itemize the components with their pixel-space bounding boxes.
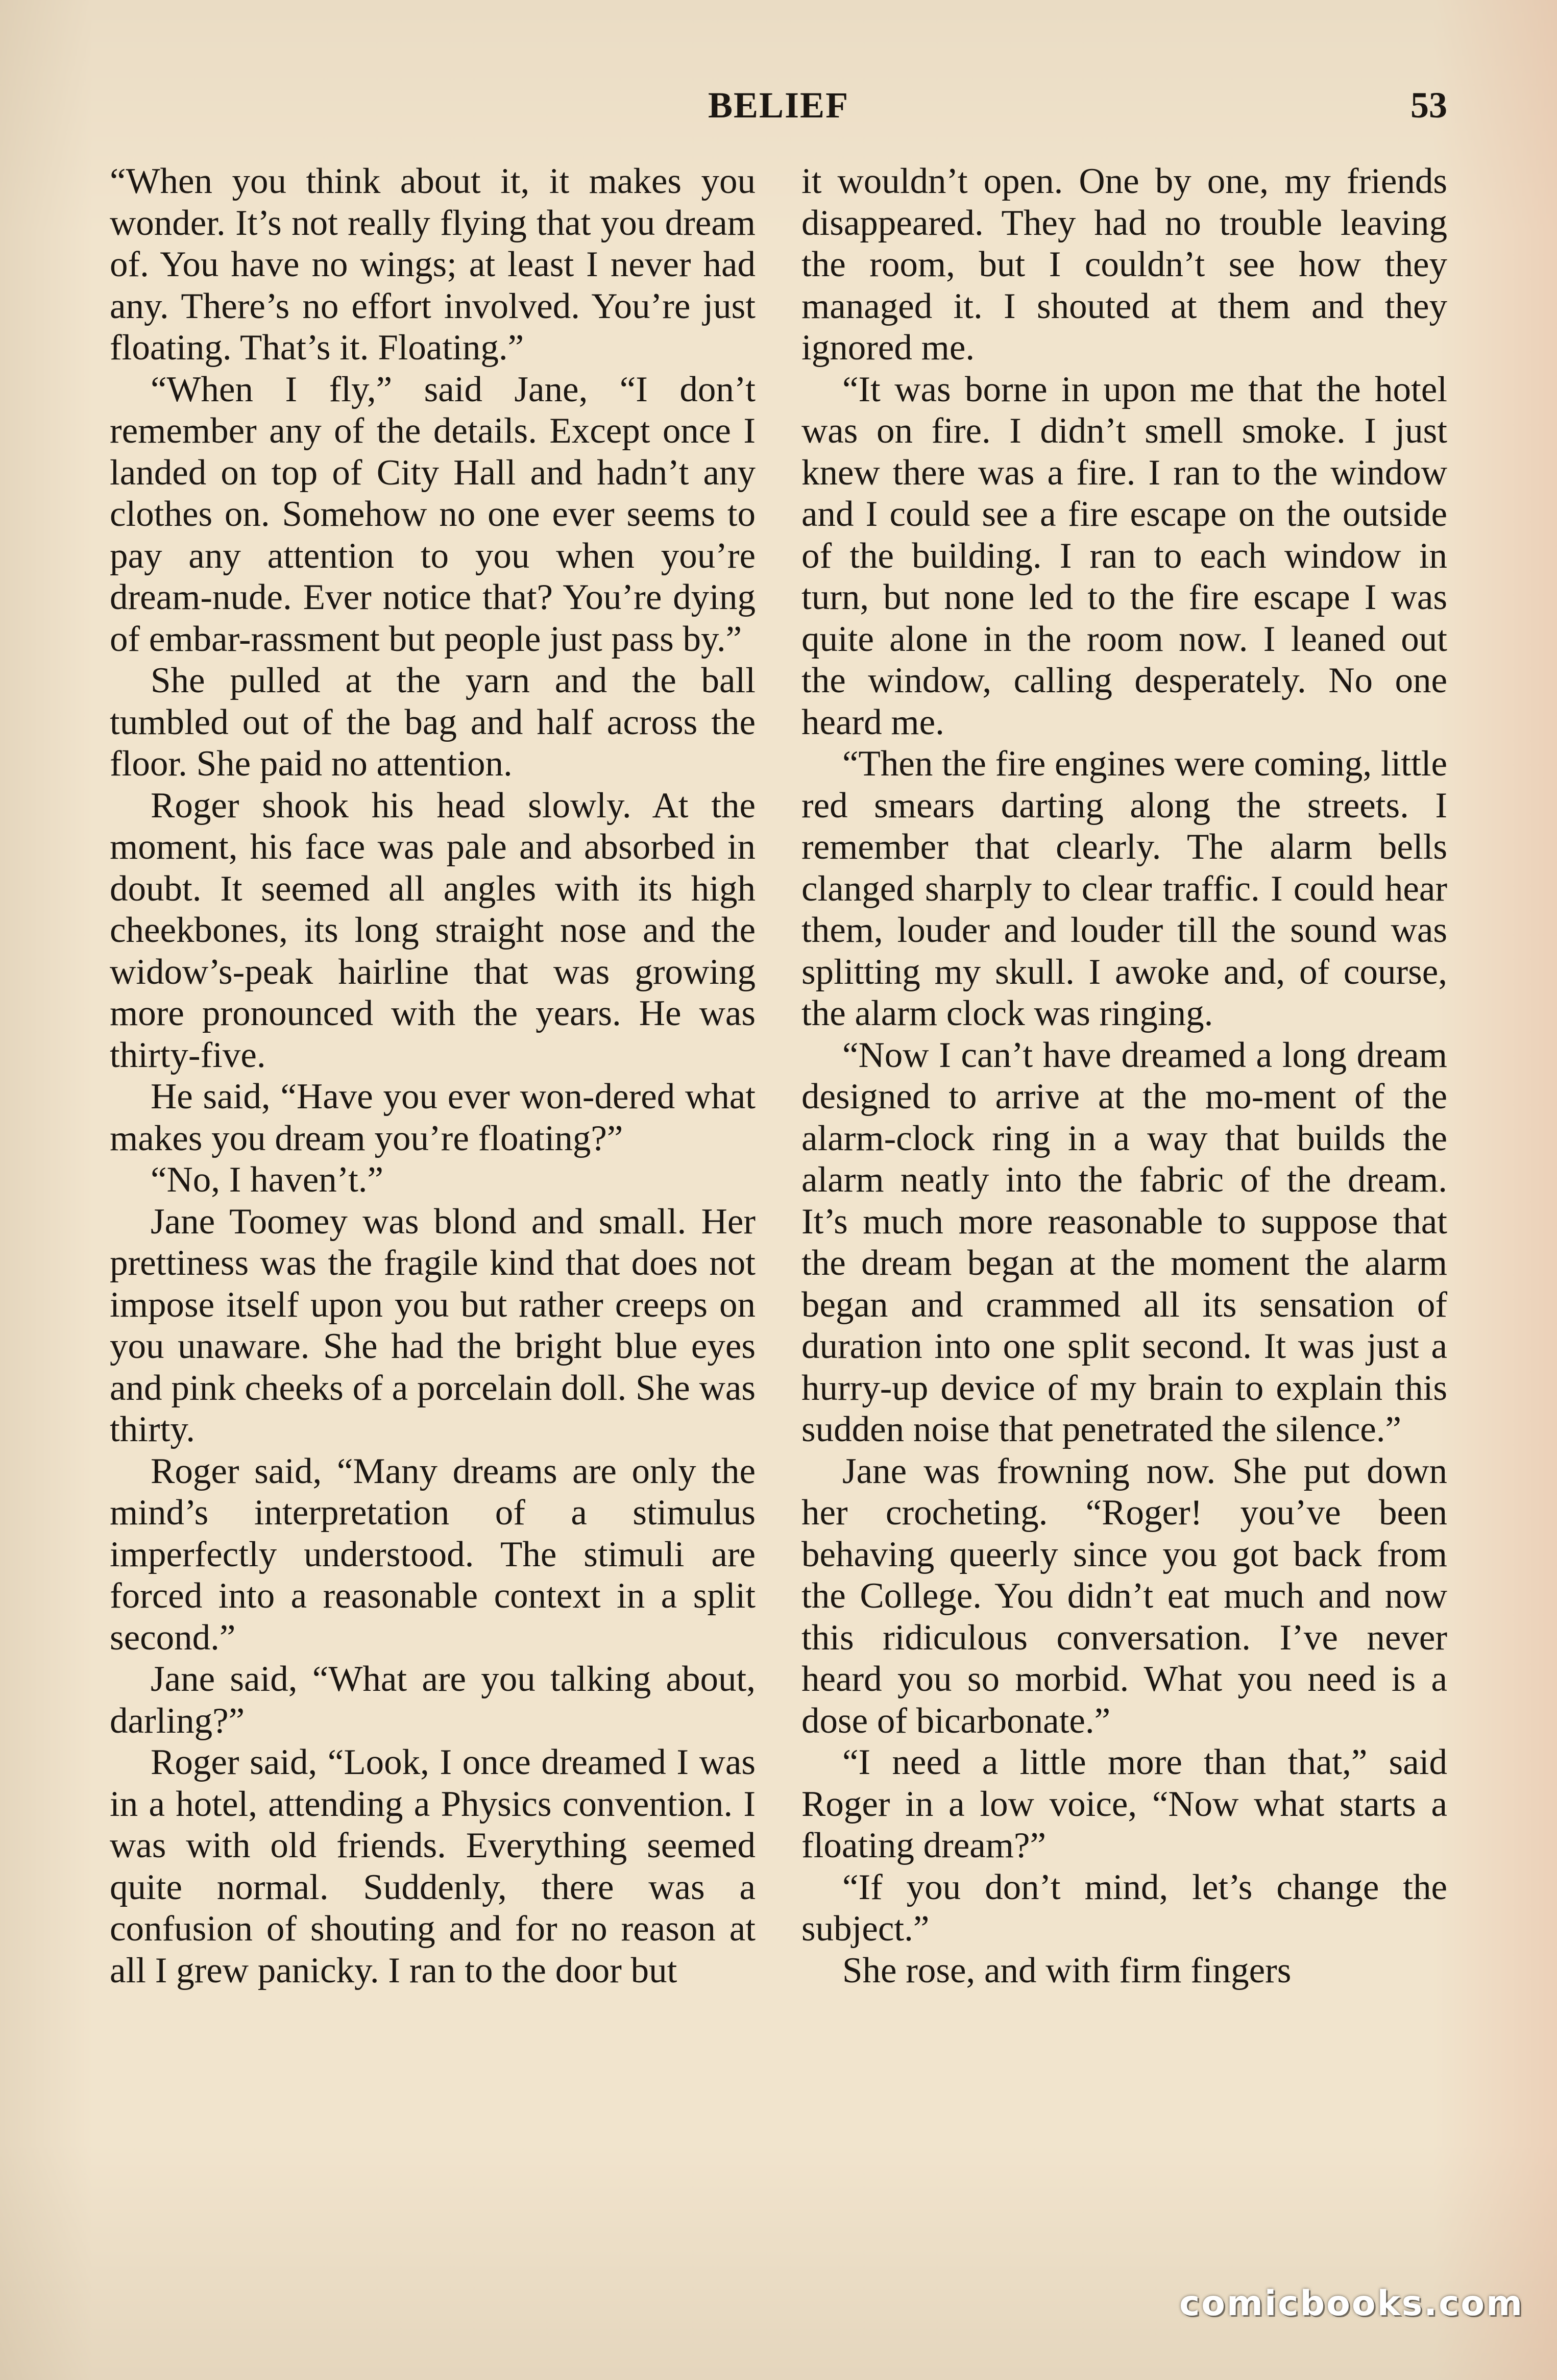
paragraph: He said, “Have you ever won-dered what makes you dream you’re floating?” bbox=[110, 1077, 756, 1158]
paragraph: Roger said, “Many dreams are only the mind’s interpretation of a stimulus imperfectly understood. The stimuli are forced into a reasonable context in a split second.” bbox=[110, 1451, 756, 1658]
paragraph: Jane Toomey was blond and small. Her prettiness was the fragile kind that does not impose itself upon you but rather creeps on you unaware. She had the bright blue eyes and pink cheeks of a porcelain doll. She was thirty. bbox=[110, 1201, 756, 1449]
page-number: 53 bbox=[1410, 85, 1447, 126]
paragraph: She rose, and with firm fingers bbox=[842, 1950, 1292, 1990]
watermark: comicbooks.com bbox=[1179, 2284, 1524, 2324]
paragraph: Roger shook his head slowly. At the moment, his face was pale and absorbed in doubt. It seemed all angles with its high cheekbones, its long straight nose and the widow’s-peak hairline that was growing more pronounced with the years. He was thirty-five. bbox=[110, 785, 756, 1075]
page-header bbox=[110, 84, 1447, 145]
paragraph: “When I fly,” said Jane, “I don’t remember any of the details. Except once I landed on top of City Hall and hadn’t any clothes on. Somehow no one ever seems to pay any attention to you when you’re dream-nude. Ever notice that? You’re dying of embar-rassment but people just pass by.” bbox=[110, 369, 756, 659]
paragraph: Jane said, “What are you talking about, darling?” bbox=[110, 1659, 756, 1741]
paragraph: “When you think about it, it makes you wonder. It’s not really flying that you dream of. You have no wings; at least I never had any. There’s no effort involved. You’re just floating. That’s it. Floating.” bbox=[110, 161, 756, 368]
left-text-column bbox=[110, 161, 756, 1992]
paragraph: Roger said, “Look, I once dreamed I was in a hotel, attending a Physics convention. I was with old friends. Everything seemed quite normal. Suddenly, there was a confusion of shouting and for no reason at all I grew panicky. I ran to the door but bbox=[110, 1742, 756, 1990]
paragraph: “No, I haven’t.” bbox=[151, 1160, 384, 1200]
paragraph: Jane was frowning now. She put down her crocheting. “Roger! you’ve been behaving queerly since you got back from the College. You didn’t eat much and now this ridiculous conversation. I’ve never heard you so morbid. What you need is a dose of bicarbonate.” bbox=[801, 1451, 1447, 1741]
paragraph: it wouldn’t open. One by one, my friends disappeared. They had no trouble leaving the room, but I couldn’t see how they managed it. I shouted at them and they ignored me. bbox=[801, 161, 1447, 368]
paragraph: She pulled at the yarn and the ball tumbled out of the bag and half across the floor. She paid no attention. bbox=[110, 661, 756, 784]
paragraph: “It was borne in upon me that the hotel was on fire. I didn’t smell smoke. I just knew there was a fire. I ran to the window and I could see a fire escape on the outside of the building. I ran to each window in turn, but none led to the fire escape I was quite alone in the room now. I leaned out the window, calling desperately. No one heard me. bbox=[801, 369, 1447, 742]
running-head: BELIEF bbox=[708, 85, 849, 126]
right-text-column bbox=[801, 161, 1447, 1992]
paragraph: “I need a little more than that,” said Roger in a low voice, “Now what starts a floating dream?” bbox=[801, 1742, 1447, 1865]
paragraph: “Now I can’t have dreamed a long dream designed to arrive at the mo-ment of the alarm-clock ring in a way that builds the alarm neatly into the fabric of the dream. It’s much more reasonable to suppose that the dream began at the moment the alarm began and crammed all its sensation of duration into one split second. It was just a hurry-up device of my brain to explain this sudden noise that penetrated the silence.” bbox=[801, 1035, 1447, 1449]
paragraph: “Then the fire engines were coming, little red smears darting along the streets. I remember that clearly. The alarm bells clanged sharply to clear traffic. I could hear them, louder and louder till the sound was splitting my skull. I awoke and, of course, the alarm clock was ringing. bbox=[801, 744, 1447, 1033]
paragraph: “If you don’t mind, let’s change the subject.” bbox=[801, 1867, 1447, 1949]
